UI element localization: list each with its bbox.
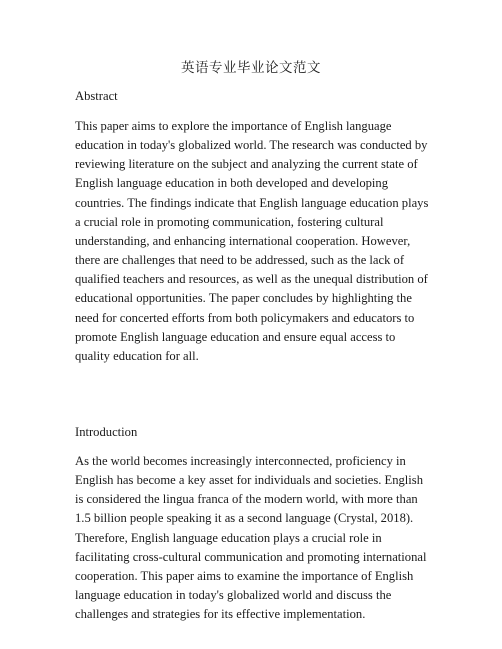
section-heading-abstract: Abstract xyxy=(75,89,118,103)
section-heading-introduction: Introduction xyxy=(75,425,138,439)
introduction-paragraph: As the world becomes increasingly interconnected, proficiency in English has become a key asset for individuals and societies. English is considered the lingua franca of the modern world, with more than 1.5 billion people speaking it as a second language (Crystal, 2018). Therefore, English language education plays a crucial role in facilitating cross-cultural communication and promoting international cooperation. This paper aims to examine the importance of English language education in today's globalized world and discuss the challenges and strategies for its effective implementation. xyxy=(75,454,427,622)
abstract-paragraph: This paper aims to explore the importance of English language education in today's globalized world. The research was conducted by reviewing literature on the subject and analyzing the current state of English language education in both developed and developing countries. The findings indicate that English language education plays a crucial role in promoting communication, fostering cultural understanding, and enhancing international cooperation. However, there are challenges that need to be addressed, such as the lack of qualified teachers and resources, as well as the unequal distribution of educational opportunities. The paper concludes by highlighting the need for concerted efforts from both policymakers and educators to promote English language education and ensure equal access to quality education for all. xyxy=(75,119,429,363)
document-title: 英语专业毕业论文范文 xyxy=(181,60,321,75)
